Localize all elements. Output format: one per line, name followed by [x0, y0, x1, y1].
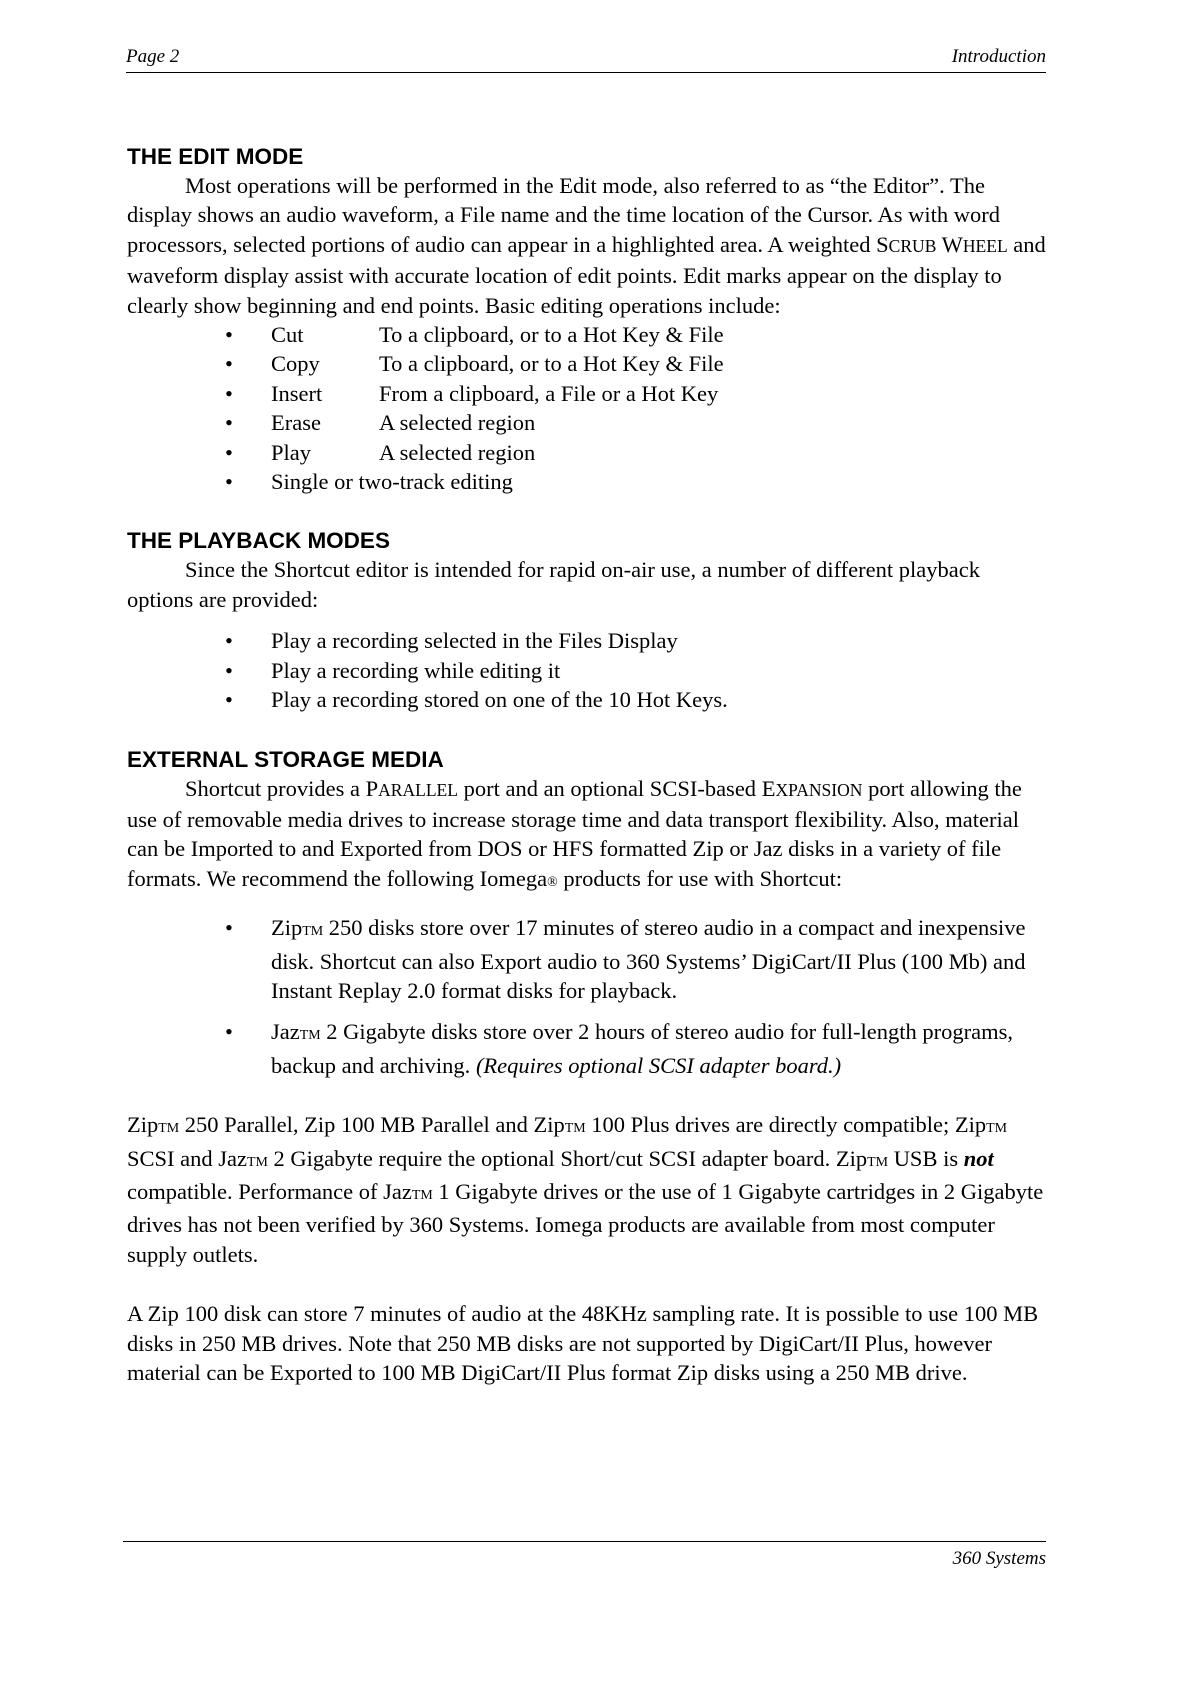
list-item: • Copy To a clipboard, or to a Hot Key & File — [127, 349, 1047, 378]
heading-playback-modes: THE PLAYBACK MODES — [127, 528, 390, 554]
list-item: • Play a recording while editing it — [127, 656, 1047, 685]
heading-external-storage: EXTERNAL STORAGE MEDIA — [127, 746, 444, 772]
page-header — [126, 44, 1046, 73]
page-number: Page 2 — [126, 46, 180, 67]
emphasis-not: not — [963, 1145, 994, 1171]
page-footer — [123, 1541, 1046, 1569]
list-item: • Insert From a clipboard, a File or a Hot Key — [127, 379, 1047, 408]
playback-paragraph: Since the Shortcut editor is intended for rapid on-air use, a number of different playback options are provided: — [127, 557, 980, 612]
compatibility-paragraph: ZipTM 250 Parallel, Zip 100 MB Parallel and ZipTM 100 Plus drives are directly compatible; ZipTM SCSI and JazTM 2 Gigabyte require the optional Short/cut SCSI adapter board. ZipTM USB is not compatible. Performance of JazTM 1 Gigabyte drives or the use of 1 Gigabyte cartridges in 2 Gigabyte drives has not been verified by 360 Systems. Iomega products are available from most computer supply outlets. — [127, 1112, 1044, 1267]
zip100-paragraph: A Zip 100 disk can store 7 minutes of audio at the 48KHz sampling rate. It is possible to use 100 MB disks in 250 MB drives. Note that 250 MB disks are not supported by DigiCart/II Plus, however material can be Exported to 100 MB DigiCart/II Plus format Zip disks using a 250 MB drive. — [127, 1301, 1039, 1385]
list-item: • Cut To a clipboard, or to a Hot Key & File — [127, 320, 1047, 349]
list-item: • Erase A selected region — [127, 408, 1047, 437]
heading-edit-mode: THE EDIT MODE — [127, 144, 304, 169]
list-item: • Play A selected region — [127, 438, 1047, 467]
jaz-requirement-note: (Requires optional SCSI adapter board.) — [475, 1052, 842, 1078]
small-caps-wheel: WHEEL — [941, 231, 1008, 257]
list-item-jaz: • JazTM 2 Gigabyte disks store over 2 hours of stereo audio for full-length programs, backup and archiving. (Requires optional SCSI adapter board.) — [127, 1017, 1047, 1080]
list-item: • Play a recording stored on one of the 10 Hot Keys. — [127, 685, 1047, 714]
list-item: • Play a recording selected in the Files Display — [127, 626, 1047, 655]
edit-operations-list — [127, 320, 1047, 496]
list-item: • Single or two-track editing — [127, 467, 1047, 496]
iomega-products-list — [127, 913, 1047, 1080]
section-title: Introduction — [951, 46, 1046, 67]
storage-paragraph: Shortcut provides a PARALLEL port and an optional SCSI-based EXPANSION port allowing the use of removable media drives to increase storage time and data transport flexibility. Also, material can be Imported to and Exported from DOS or HFS formatted Zip or Jaz disks in a variety of file formats. We recommend the following Iomega® products for use with Shortcut: — [127, 775, 1022, 891]
list-item-zip: • ZipTM 250 disks store over 17 minutes of stereo audio in a compact and inexpensive disk. Shortcut can also Export audio to 360 Systems’ DigiCart/II Plus (100 Mb) and Instant Replay 2.0 format disks for playback. — [127, 913, 1047, 1005]
small-caps-scrub: SCRUB — [876, 231, 937, 257]
company-name: 360 Systems — [952, 1548, 1046, 1569]
small-caps-parallel: PARALLEL — [365, 775, 458, 801]
playback-options-list — [127, 626, 1047, 714]
page-content — [127, 142, 1047, 1387]
registered-mark: ® — [547, 874, 558, 890]
small-caps-expansion: EXPANSION — [761, 775, 863, 801]
edit-mode-paragraph: Most operations will be performed in the Edit mode, also referred to as “the Editor”. The display shows an audio waveform, a File name and the time location of the Cursor. As with word processors, selected portions of audio can appear in a highlighted area. A weighted SCRUB WHEEL and waveform display assist with accurate location of edit points. Edit marks appear on the display to clearly show beginning and end points. Basic editing operations include: — [127, 173, 1046, 318]
